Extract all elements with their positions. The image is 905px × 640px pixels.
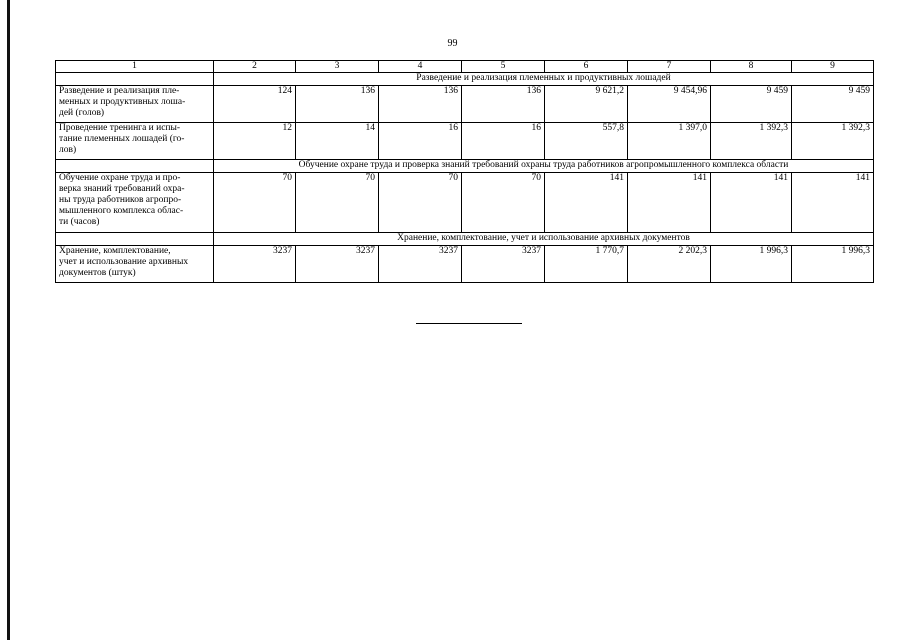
table-cell: 136 [296, 86, 379, 123]
section-title: Разведение и реализация племенных и продуктивных лошадей [214, 73, 874, 86]
table-row [56, 173, 874, 233]
table-cell: 1 392,3 [792, 123, 874, 160]
section-spacer-cell [56, 160, 214, 173]
table-cell: 3237 [214, 246, 296, 283]
table-cell: 3237 [462, 246, 545, 283]
table-cell: 9 459 [792, 86, 874, 123]
table-cell: 1 996,3 [792, 246, 874, 283]
section-spacer-cell [56, 73, 214, 86]
row-label: Хранение, комплектование, учет и использование архивных документов (штук) [56, 246, 214, 283]
page-number: 99 [447, 38, 458, 49]
table-cell: 14 [296, 123, 379, 160]
section-row [56, 233, 874, 246]
table-row [56, 86, 874, 123]
column-header: 7 [628, 61, 711, 73]
table-cell: 1 392,3 [711, 123, 792, 160]
header-row [56, 61, 874, 73]
table-cell: 141 [711, 173, 792, 233]
row-label: Разведение и реализация пле- менных и продуктивных лоша- дей (голов) [56, 86, 214, 123]
table-cell: 1 397,0 [628, 123, 711, 160]
column-header: 8 [711, 61, 792, 73]
table-row [56, 246, 874, 283]
section-spacer-cell [56, 233, 214, 246]
table-cell: 557,8 [545, 123, 628, 160]
table-cell: 124 [214, 86, 296, 123]
table-cell: 1 996,3 [711, 246, 792, 283]
section-title: Хранение, комплектование, учет и использование архивных документов [214, 233, 874, 246]
table-cell: 141 [792, 173, 874, 233]
table-cell: 141 [628, 173, 711, 233]
data-table [55, 60, 874, 283]
scan-edge-line [7, 0, 10, 640]
table-cell: 3237 [379, 246, 462, 283]
row-label: Обучение охране труда и про- верка знаний требований охра- ны труда работников агропро- мышленного комплекса облас- ти (часов) [56, 173, 214, 233]
table-cell: 70 [462, 173, 545, 233]
column-header: 4 [379, 61, 462, 73]
table-cell: 1 770,7 [545, 246, 628, 283]
table-cell: 12 [214, 123, 296, 160]
table-cell: 136 [379, 86, 462, 123]
section-row [56, 73, 874, 86]
table-cell: 16 [462, 123, 545, 160]
section-row [56, 160, 874, 173]
column-header: 9 [792, 61, 874, 73]
table-cell: 70 [214, 173, 296, 233]
table-cell: 2 202,3 [628, 246, 711, 283]
table-row [56, 123, 874, 160]
table-cell: 3237 [296, 246, 379, 283]
table-cell: 9 454,96 [628, 86, 711, 123]
table-cell: 70 [296, 173, 379, 233]
column-header: 3 [296, 61, 379, 73]
row-label: Проведение тренинга и испы- тание племенных лошадей (го- лов) [56, 123, 214, 160]
column-header: 5 [462, 61, 545, 73]
column-header: 2 [214, 61, 296, 73]
column-header: 1 [56, 61, 214, 73]
table-cell: 16 [379, 123, 462, 160]
table-cell: 141 [545, 173, 628, 233]
section-title: Обучение охране труда и проверка знаний требований охраны труда работников агропромышленного комплекса области [214, 160, 874, 173]
table-cell: 9 621,2 [545, 86, 628, 123]
closing-rule [416, 323, 522, 324]
table-cell: 9 459 [711, 86, 792, 123]
table-cell: 70 [379, 173, 462, 233]
table-cell: 136 [462, 86, 545, 123]
column-header: 6 [545, 61, 628, 73]
